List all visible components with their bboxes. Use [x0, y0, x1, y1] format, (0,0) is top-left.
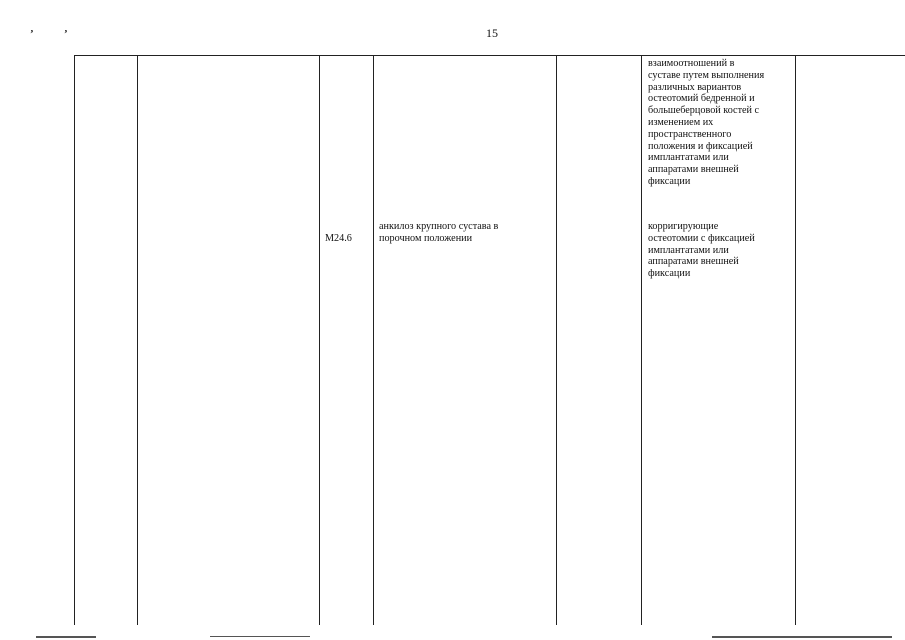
- column-divider: [74, 55, 75, 625]
- table-top-border: [74, 55, 905, 56]
- treatment-continued-cell: взаимоотношений в суставе путем выполнения различных вариантов остеотомий бедренной и большеберцовой костей с изменением их пространственного положения и фиксацией имплантатами или аппаратами внешней фиксации: [648, 58, 765, 187]
- column-divider: [319, 55, 320, 625]
- column-divider: [795, 55, 796, 625]
- scan-smudge: [210, 636, 310, 637]
- diagnosis-code-cell: M24.6: [325, 233, 352, 244]
- column-divider: [556, 55, 557, 625]
- page-number: 15: [486, 26, 498, 40]
- treatment-corrective-cell: корригирующие остеотомии с фиксацией имплантатами или аппаратами внешней фиксации: [648, 221, 755, 280]
- column-divider: [641, 55, 642, 625]
- scan-smudge: [36, 636, 96, 638]
- scan-corner-mark: ’: [64, 28, 68, 40]
- column-divider: [137, 55, 138, 625]
- scan-corner-mark: ʼ: [30, 28, 34, 40]
- diagnosis-description-cell: анкилоз крупного сустава в порочном положении: [379, 221, 499, 244]
- scan-smudge: [712, 636, 892, 638]
- column-divider: [373, 55, 374, 625]
